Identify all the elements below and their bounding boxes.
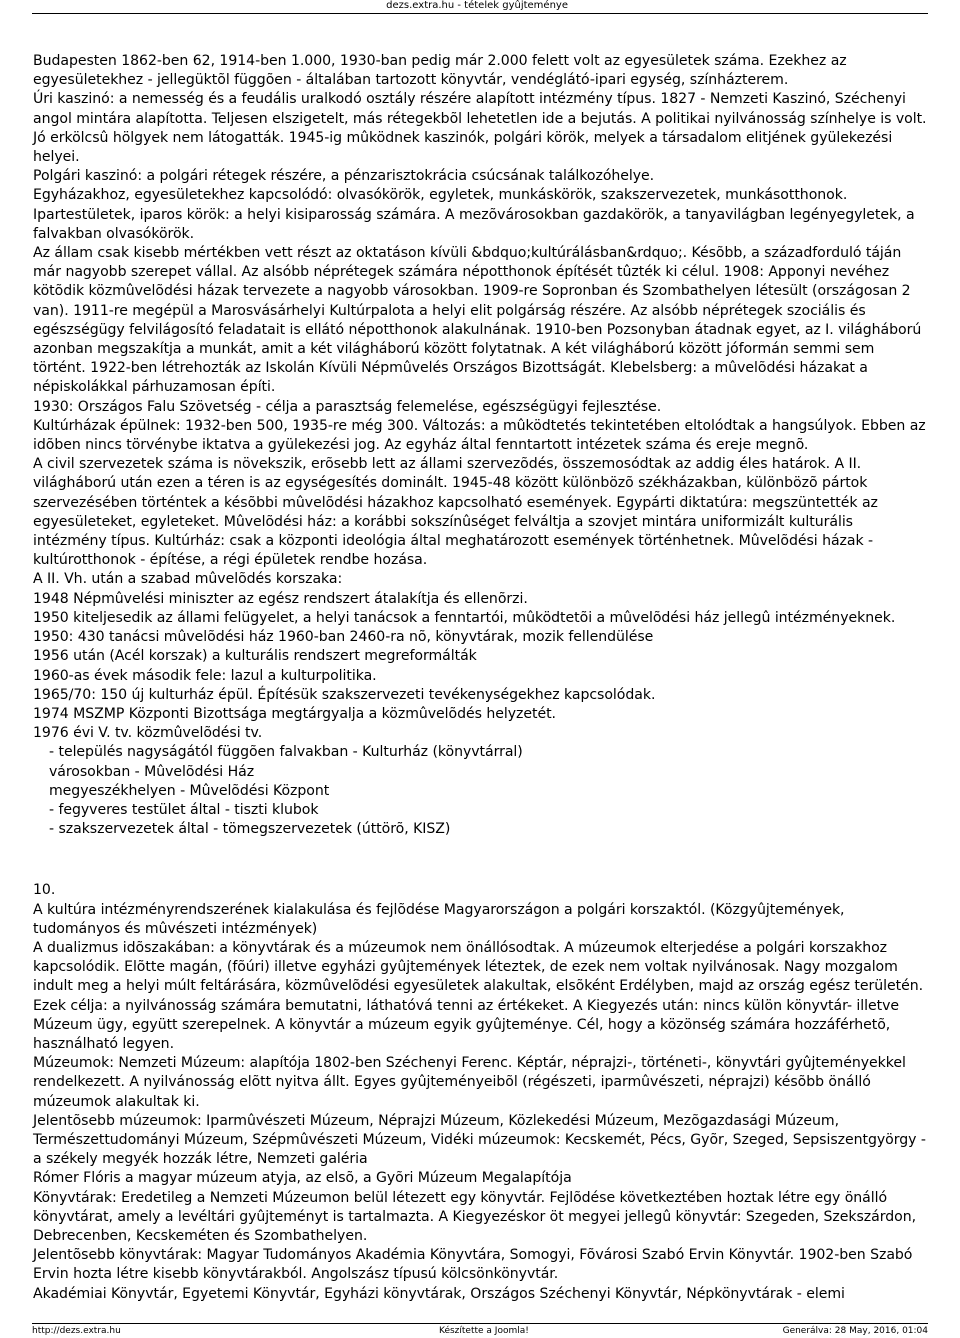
paragraph: 1974 MSZMP Központi Bizottsága megtárgyalja a közmûvelõdés helyzetét. (33, 705, 556, 722)
paragraph: Jelentõsebb könyvtárak: Magyar Tudományos Akadémia Könyvtára, Somogyi, Fõvárosi Szabó Ervin Könyvtár. 1902-ben Szabó Ervin hozta létre kisebb könyvtárakból. Angolszász típusú kölcsönkönyvtár. (33, 1247, 913, 1283)
paragraph: Könyvtárak: Eredetileg a Nemzeti Múzeumon belül létezett egy könyvtár. Fejlõdése következtében hoztak létre egy önálló könyvtárat, amely a levéltári gyûjteményt is tartalmazta. A Kiegyezéskor öt megyei jellegû könyvtár: Szegeden, Szekszárdon, Debrecenben, Kecskeméten és Szombathelyen. (33, 1189, 917, 1244)
paragraph: A II. Vh. után a szabad mûvelõdés korszaka: (33, 571, 343, 588)
paragraph: Akadémiai Könyvtár, Egyetemi Könyvtár, Egyházi könyvtárak, Országos Széchenyi Könyvtár, Népkönyvtárak - elemi (33, 1285, 845, 1302)
list-item: városokban - Mûvelõdési Ház (49, 763, 255, 780)
paragraph: A dualizmus idõszakában: a könyvtárak és a múzeumok nem önállósodtak. A múzeumok elterjedése a polgári korszakhoz kapcsolódik. Elõtte magán, (fõúri) illetve egyházi gyûjtemények léteztek, de ezek nem voltak nyilvánosak. Nagy mozgalom indult meg a helyi múlt feltárására, közmûvelõdési egyesületek alakultak, elsõként Erdélyben, majd az ország egész területén. Ezek célja: a nyilvánosság számára bemutatni, láthatóvá tenni az értékeket. A Kiegyezés után: nincs külön könyvtár- illetve Múzeum ügy, együtt szerepelnek. A könyvtár a múzeum egyik gyûjteménye. Cél, hogy a közönség számára hozzáférhetõ, használható legyen. (33, 939, 924, 1052)
paragraph: 1950 kiteljesedik az állami felügyelet, a helyi tanácsok a fenntartói, mûködtetõi a mûvelõdési ház jellegû intézményeknek. (33, 609, 896, 626)
document-body (33, 52, 928, 1304)
paragraph: 1960-as évek második fele: lazul a kulturpolitika. (33, 667, 377, 684)
paragraph: A kultúra intézményrendszerének kialakulása és fejlõdése Magyarországon a polgári korszaktól. (Közgyûjtemények, tudományos és mûvészeti intézmények) (33, 901, 845, 937)
header-site-title: dezs.extra.hu - tételek gyûjteménye (386, 0, 568, 11)
paragraph: Ipartestületek, iparos körök: a helyi kisiparosság számára. A mezõvárosokban gazdakörök, a tanyavilágban legényegyletek, a falvakban olvasókörök. (33, 206, 915, 242)
footer-credit: Készítette a Joomla! (439, 1326, 529, 1336)
paragraph: Egyházakhoz, egyesületekhez kapcsolódó: olvasókörök, egyletek, munkáskörök, szakszervezetek, munkásotthonok. (33, 187, 848, 204)
paragraph: Jelentõsebb múzeumok: Iparmûvészeti Múzeum, Néprajzi Múzeum, Közlekedési Múzeum, Mezõgazdasági Múzeum, Természettudományi Múzeum, Szépmûvészeti Múzeum, Vidéki múzeumok: Kecskemét, Pécs, Gyõr, Szeged, Sepsiszentgyörgy - a székely megyék hozzák létre, Nemzeti galéria (33, 1112, 926, 1168)
paragraph: 1950: 430 tanácsi mûvelõdési ház 1960-ban 2460-ra nõ, könyvtárak, mozik fellendülése (33, 629, 654, 646)
paragraph: 1948 Népmûvelési miniszter az egész rendszert átalakítja és ellenõrzi. (33, 590, 528, 607)
paragraph: 1976 évi V. tv. közmûvelõdési tv. (33, 725, 263, 742)
paragraph: A civil szervezetek száma is növekszik, erõsebb lett az állami szervezõdés, összemosódtak az addig éles határok. A II. világháború után ezen a téren is az egységesítés dominált. 1945-48 között különbözõ székházakban, különbözõ pártok szervezésében történtek a késõbbi mûvelõdési házakhoz kapcsolható események. Egypárti diktatúra: megszüntették az egyesületeket, egyleteket. Mûvelõdési ház: a korábbi sokszínûséget felváltja a szovjet mintára uniformizált kulturális intézmény típus. Kultúrház: csak a központi ideológia által meghatározott események történhetnek. Mûvelõdési házak - kultúrotthonok - építése, a régi épületek rendbe hozása. (33, 456, 878, 569)
header-divider (32, 13, 928, 14)
paragraph: Múzeumok: Nemzeti Múzeum: alapítója 1802-ben Széchenyi Ferenc. Képtár, néprajzi-, történeti-, könyvtári gyûjteményekkel rendelkezett. A nyilvánosság elõtt nyitva állt. Egyes gyûjteményeibõl (régészeti, iparmûvészeti, néprajzi) késõbb önálló múzeumok alakultak ki. (33, 1055, 906, 1110)
list-item: - település nagyságától függõen falvakban - Kulturház (könyvtárral) (49, 744, 523, 761)
list-item: megyeszékhelyen - Mûvelõdési Központ (49, 782, 330, 799)
paragraph: Rómer Flóris a magyar múzeum atyja, az elsõ, a Gyõri Múzeum Megalapítója (33, 1170, 572, 1187)
list-item: - fegyveres testület által - tiszti klubok (49, 801, 319, 818)
section-number: 10. (33, 882, 56, 899)
paragraph: Kultúrházak épülnek: 1932-ben 500, 1935-re még 300. Változás: a mûködtetés tekintetében eltolódtak a hangsúlyok. Ebben az idõben nincs törvénybe iktatva a gyülekezési jog. Az egyház által fenntartott intézetek száma és ereje megnõ. (33, 417, 926, 454)
paragraph: Az állam csak kisebb mértékben vett részt az oktatáson kívüli &bdquo;kultúrálásban&rdquo;. Késõbb, a századforduló táján már nagyobb szerepet vállal. Az alsóbb néprétegek számára népotthonok építését tûzték ki célul. 1908: Apponyi nevéhez kötõdik közmûvelõdési házak tervezete a nagyobb városokban. 1909-re Sopronban és Szombathelyen létesült (országosan 2 van). 1911-re megépül a Marosvásárhelyi Kultúrpalota a helyi elit polgárság részére. Az alsóbb néprétegek szociális és egészségügy felvilágosító feladatait is ellátó népotthonok alakulnának. 1910-ben Pozsonyban átadnak egyet, az I. világháború azonban megszakítja a munkát, amit a két világháború között folytatnak. A két világháború között jóformán semmi sem történt. 1922-ben létrehozták az Iskolán Kívüli Népmûvelés Országos Bizottságát. Klebelsberg: a mûvelõdési házakat a népiskolákkal párhuzamosan építi. (33, 245, 922, 396)
list-item: - szakszervezetek által - tömegszervezetek (úttörõ, KISZ) (49, 821, 451, 838)
paragraph: Budapesten 1862-ben 62, 1914-ben 1.000, 1930-ban pedig már 2.000 felett volt az egyesületek száma. Ezekhez az egyesületekhez - jellegüktõl függõen - általában tartozott könyvtár, vendéglátó-ipari egység, színházterem. (33, 53, 847, 89)
paragraph: Polgári kaszinó: a polgári rétegek részére, a pénzarisztokrácia csúcsának találkozóhelye. (33, 168, 655, 185)
page-header (0, 0, 960, 12)
paragraph: 1930: Országos Falu Szövetség - célja a parasztság felemelése, egészségügyi fejlesztése. (33, 398, 662, 415)
paragraph: 1956 után (Acél korszak) a kulturális rendszert megreformálták (33, 648, 477, 665)
paragraph: 1965/70: 150 új kulturház épül. Építésük szakszervezeti tevékenységekhez kapcsolódak. (33, 686, 656, 703)
paragraph: Úri kaszinó: a nemesség és a feudális uralkodó osztály részére alapított intézmény típus. 1827 - Nemzeti Kaszinó, Széchenyi angol mintára alapította. Teljesen elszigetelt, más rétegekbõl lehetetlen ide a bejutás. A politikai nyilvánosság színhelye is volt. Jó erkölcsû hölgyek nem látogatták. 1945-ig mûködnek kaszinók, polgári körök, melyek a társadalom elitjének gyülekezési helyei. (33, 91, 927, 166)
footer-link[interactable]: http://dezs.extra.hu (32, 1326, 121, 1336)
page-footer (32, 1325, 928, 1337)
footer-generated: Generálva: 28 May, 2016, 01:04 (782, 1326, 928, 1336)
footer-divider (32, 1323, 928, 1324)
spacer (33, 839, 928, 881)
